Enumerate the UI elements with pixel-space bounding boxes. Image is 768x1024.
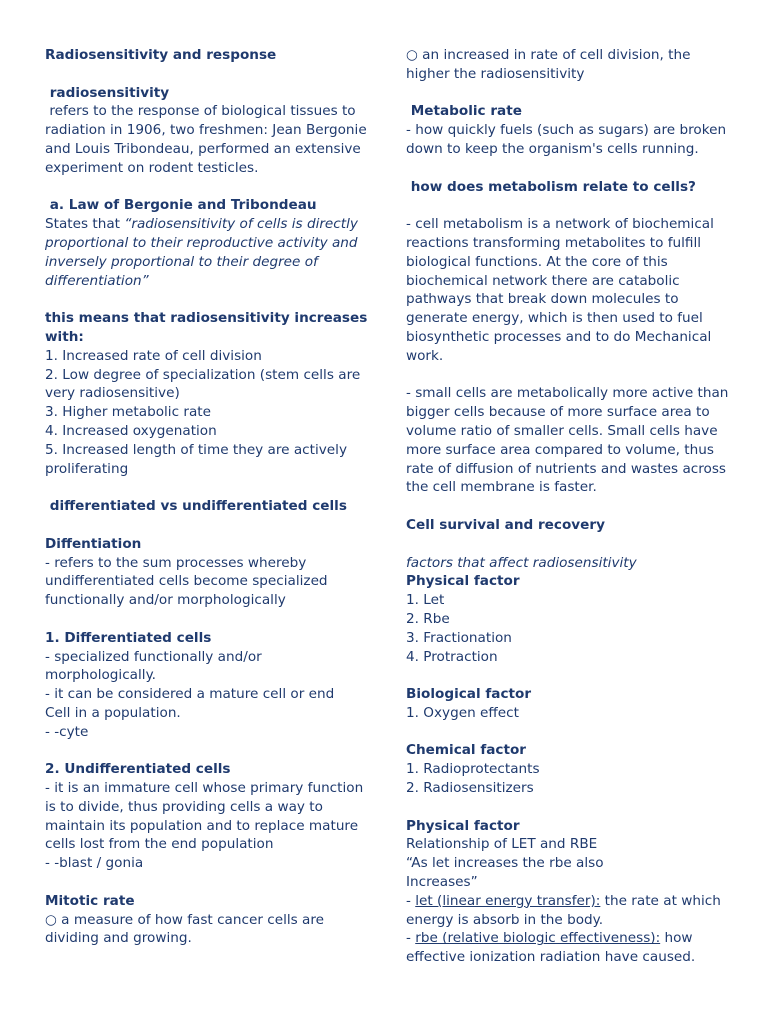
biological-factor-heading: Biological factor [406,686,532,703]
let-term: let (linear energy transfer): [415,892,601,909]
survival-heading: Cell survival and recovery [406,516,605,533]
list-item: very radiosensitive) [45,385,180,402]
increase-list [45,347,375,479]
list-item: 5. Increased length of time they are actively [45,441,347,458]
list-item: 1. Radioprotectants [406,761,540,778]
document-title: Radiosensitivity and response [45,47,277,63]
right-column: ○ an increased in rate of cell division, the higher the radiosensitivity Metabolic rate - how quickly fuels (such as sugars) are broken down to keep the organism's cells running. how does metabolism relate to cells? - cell metabolism is a network of biochemical reactions transforming metabolites to fulfill biological functions. At the core of this biochemical network there are catabolic pathways that break down molecules to generate energy, which is then used to fuel biosynthetic processes and to do Mechanical work. - small cells are metabolically more active than bigger cells because of more surface area to volume ratio of smaller cells. Small cells have more surface area compared to volume, thus rate of diffusion of nutrients and wastes across the cell membrane is faster. Cell survival and recovery factors that affect radiosensitivity Physical factor 1. Let 2. Rbe 3. Fractionation 4. Protraction Biological factor 1. Oxygen effect Chemical factor 1. Radioprotectants 2. Radiosensitizers Physical factor Relationship of LET and RBE “As let increases the rbe also Increases” - let (linear energy transfer): the rate at which energy is absorb in the body. - rbe (relative biologic effectiveness): how effective ionization radiation have caused. [406,46,736,967]
metabolism-heading: how does metabolism relate to cells? [406,178,696,195]
physical-factor-heading: Physical factor [406,573,520,590]
mitotic-heading: Mitotic rate [45,892,135,909]
radiosensitivity-heading: radiosensitivity [45,84,170,101]
list-item: 4. Increased oxygenation [45,422,217,439]
list-item: 1. Oxygen effect [406,704,519,721]
metabolism-text: - cell metabolism is a network of biochemical reactions transforming metabolites to fulfill biological functions. At the core of this biochemical network there are catabolic pathways that break down molecules to generate energy, which is then used to fuel biosynthetic processes and to do Mechanical work. [406,216,714,364]
list-item: 2. Radiosensitizers [406,780,534,797]
rbe-term: rbe (relative biologic effectiveness): [415,930,661,947]
list-item: 3. Fractionation [406,629,512,646]
differentiated-heading: 1. Differentiated cells [45,629,212,646]
list-item: 1. Increased rate of cell division [45,347,262,364]
list-item: 3. Higher metabolic rate [45,404,211,421]
radiosensitivity-text: refers to the response of biological tissues to radiation in 1906, two freshmen: Jean Bergonie and Louis Tribondeau, performed an extensive experiment on rodent testicles. [45,103,367,176]
rbe-definition: - rbe (relative biologic effectiveness): how [406,930,693,947]
list-item: 2. Low degree of specialization (stem cells are [45,366,361,383]
metabolic-heading: Metabolic rate [406,103,522,120]
list-item: 4. Protraction [406,648,498,665]
let-definition: - let (linear energy transfer): the rate at which [406,892,721,909]
diff-vs-heading: differentiated vs undifferentiated cells [45,498,347,515]
physical-factor-heading-2: Physical factor [406,817,520,834]
increase-heading: this means that radiosensitivity increases [45,310,368,327]
law-statement: States that “radiosensitivity of cells is directly [45,216,358,233]
small-cells-text: - small cells are metabolically more active than bigger cells because of more surface area to volume ratio of smaller cells. Small cells have more surface area compared to volume, thus rate of diffusion of nutrients and wastes across the cell membrane is faster. [406,385,729,496]
list-item: 2. Rbe [406,610,450,627]
diffentiation-heading: Diffentiation [45,535,142,552]
law-heading: a. Law of Bergonie and Tribondeau [45,197,317,214]
list-item: 1. Let [406,592,445,609]
list-item: proliferating [45,460,129,477]
chemical-factor-heading: Chemical factor [406,742,527,759]
left-column: Radiosensitivity and response radiosensitivity refers to the response of biological tissues to radiation in 1906, two freshmen: Jean Bergonie and Louis Tribondeau, performed an extensive experiment on rodent testicles. a. Law of Bergonie and Tribondeau States that “radiosensitivity of cells is directly proportional to their reproductive activity and inversely proportional to their degree of differentiation” this means that radiosensitivity increases with: 1. Increased rate of cell division 2. Low degree of specialization (stem cells are very radiosensitive) 3. Higher metabolic rate 4. Increased oxygenation 5. Increased length of time they are actively proliferating differentiated vs undifferentiated cells Diffentiation - refers to the sum processes whereby undifferentiated cells become specialized functionally and/or morphologically 1. Differentiated cells - specialized functionally and/or morphologically. - it can be considered a mature cell or end Cell in a population. - -cyte 2. Undifferentiated cells - it is an immature cell whose primary function is to divide, thus providing cells a way to maintain its population and to replace mature cells lost from the end population - -blast / gonia Mitotic rate ○ a measure of how fast cancer cells are dividing and growing. [45,46,375,948]
factors-subheading: factors that affect radiosensitivity [406,554,637,571]
undifferentiated-heading: 2. Undifferentiated cells [45,761,231,778]
mitotic-continued: ○ an increased in rate of cell division, the [406,47,691,63]
